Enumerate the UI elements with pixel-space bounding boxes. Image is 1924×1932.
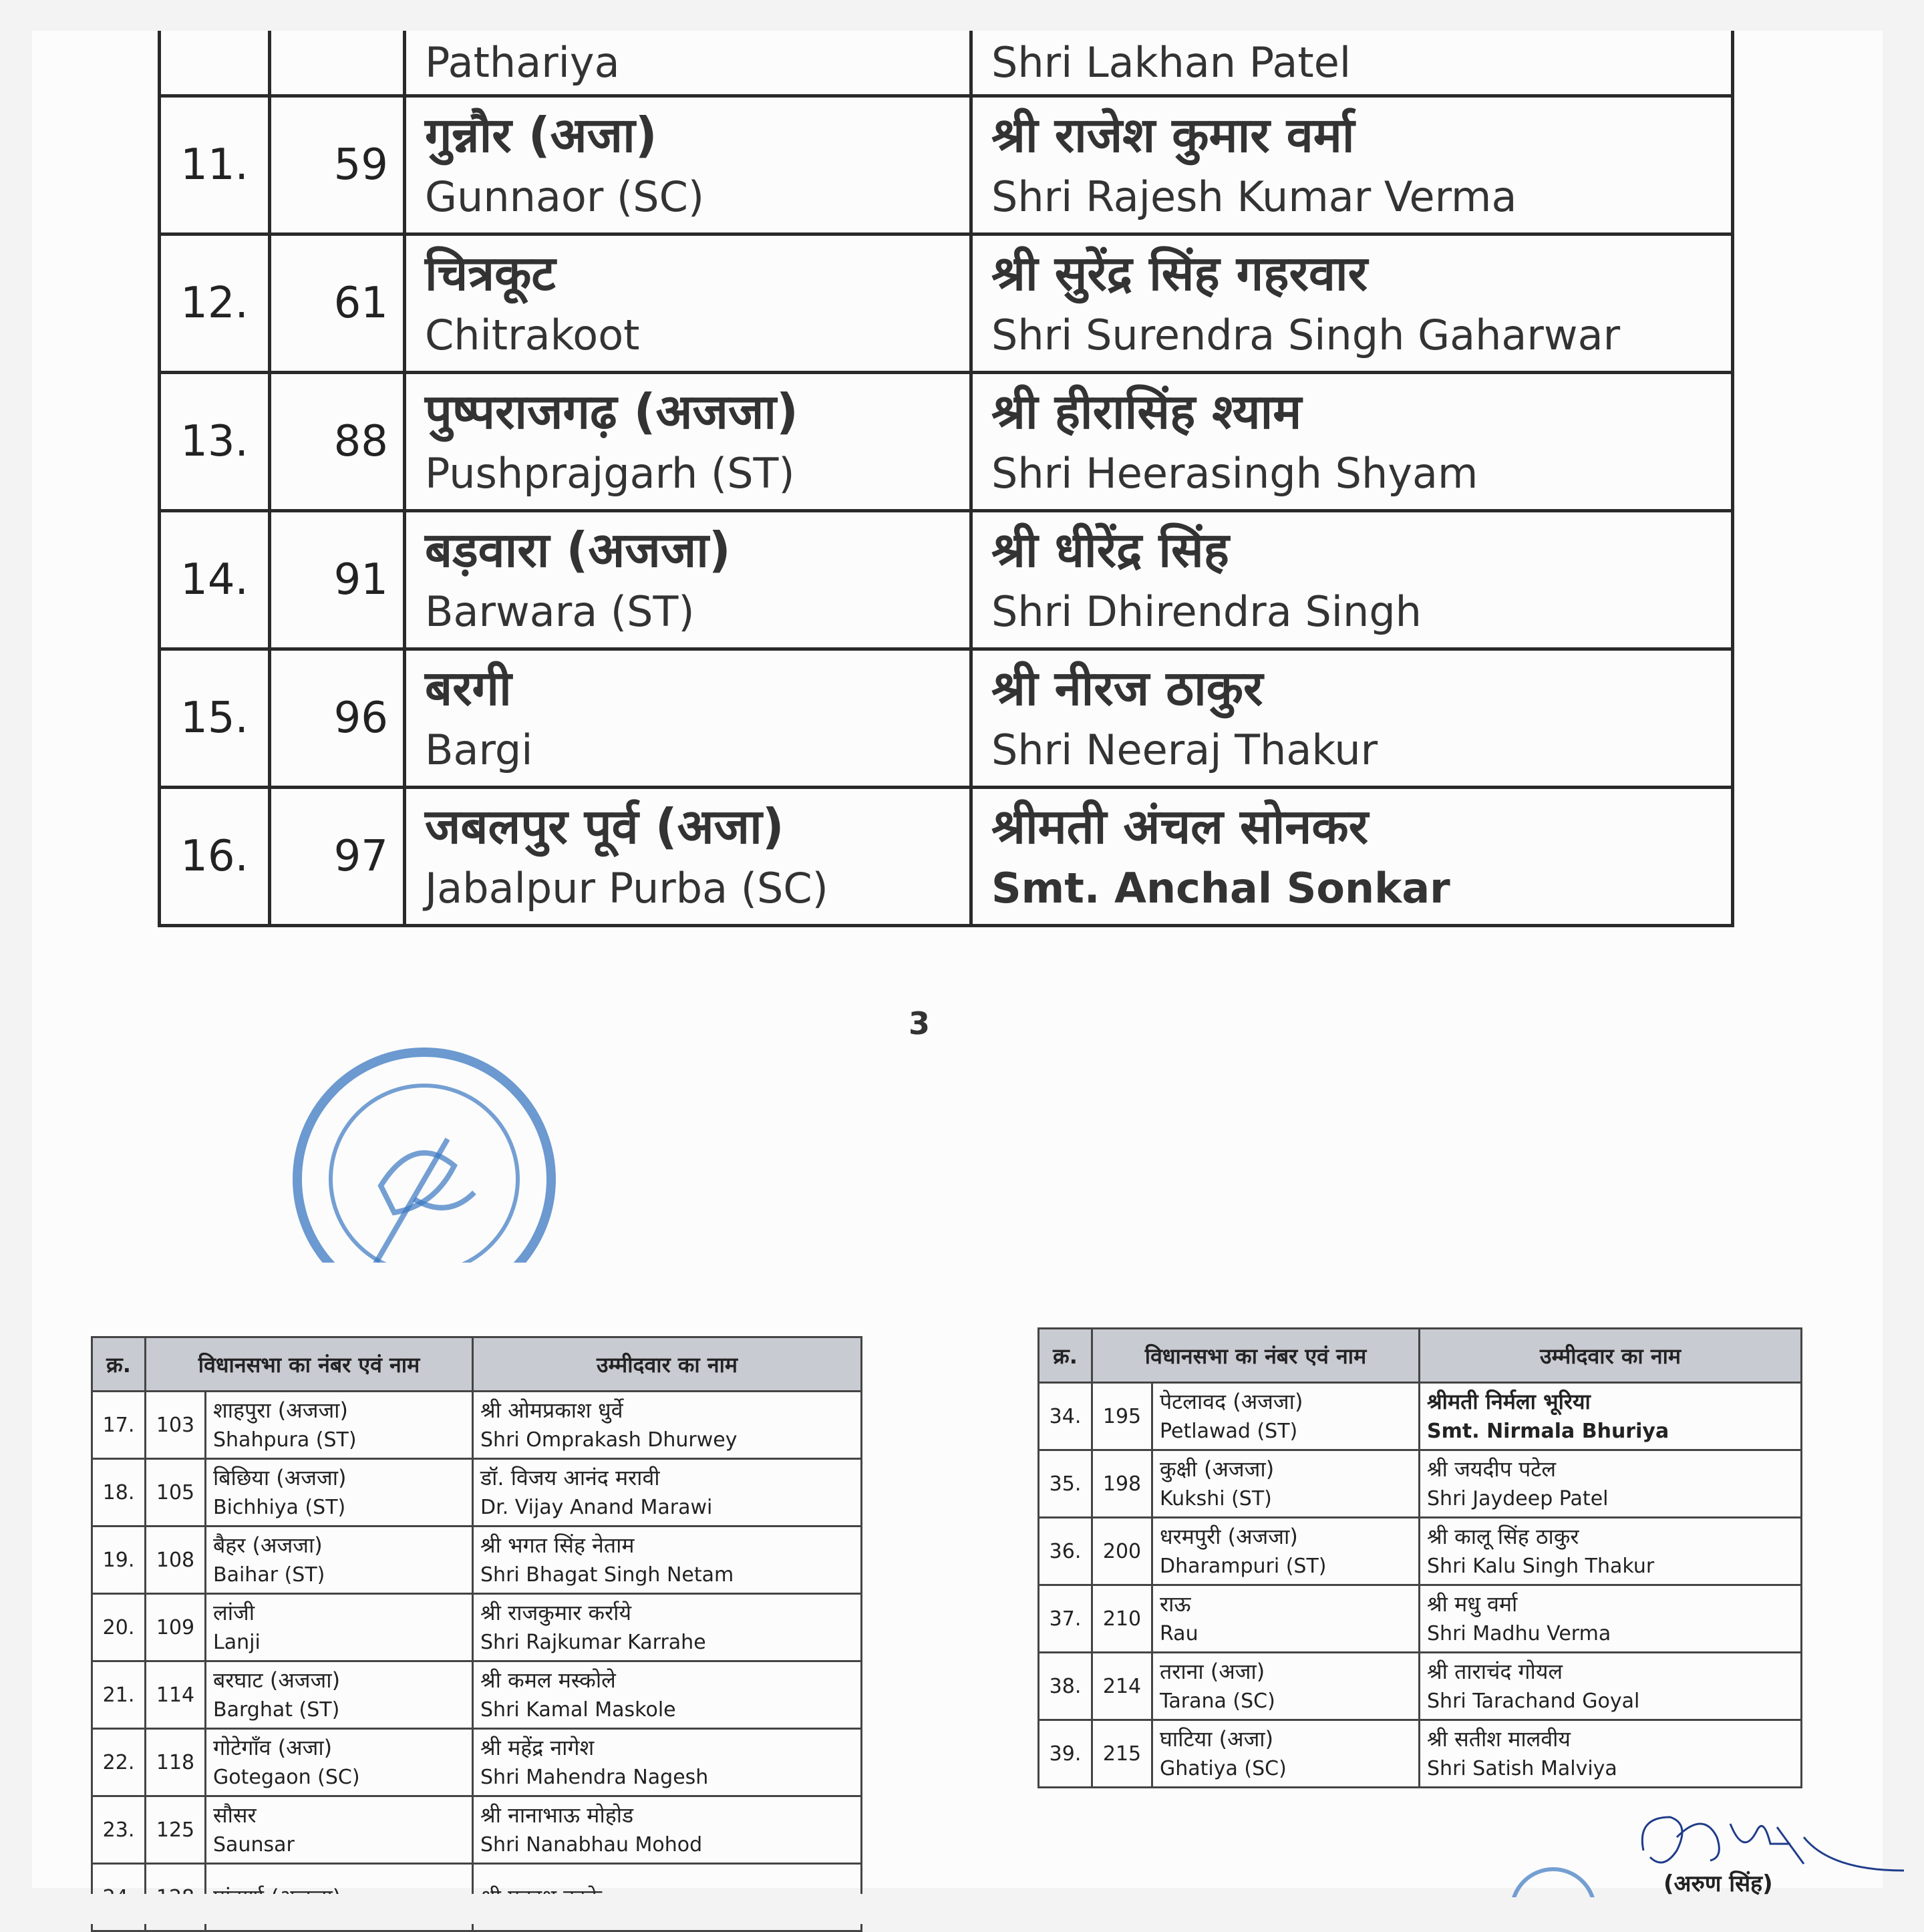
constituency-name-cell bbox=[405, 788, 971, 926]
candidate-name-cell bbox=[1420, 1518, 1802, 1585]
constituency-name-english: Lanji bbox=[213, 1631, 261, 1654]
candidate-name-cell bbox=[473, 1661, 862, 1729]
candidate-name-english: Shri Rajesh Kumar Verma bbox=[991, 172, 1517, 221]
candidate-name-cell bbox=[971, 788, 1733, 926]
constituency-name-english: Dharampuri (ST) bbox=[1160, 1555, 1327, 1578]
serial-number-cell: 18. bbox=[92, 1459, 146, 1526]
table-row bbox=[92, 1526, 862, 1594]
candidate-name-hindi: श्री महेंद्र नागेश bbox=[480, 1735, 595, 1760]
candidate-name-english: Shri Tarachand Goyal bbox=[1427, 1689, 1640, 1713]
candidate-name-english: Shri Rajkumar Karrahe bbox=[480, 1631, 706, 1654]
candidate-name-hindi: श्री राजेश कुमार वर्मा bbox=[991, 107, 1355, 163]
constituency-name-hindi: तराना (अजा) bbox=[1160, 1659, 1265, 1684]
constituency-number-cell: 118 bbox=[146, 1729, 206, 1796]
candidate-name-english: Shri Madhu Verma bbox=[1427, 1622, 1611, 1645]
constituency-number-cell: 108 bbox=[146, 1526, 206, 1594]
candidate-name-hindi: श्री ओमप्रकाश धुर्वे bbox=[480, 1398, 623, 1423]
table-row bbox=[1039, 1585, 1802, 1653]
party-seal-small bbox=[1506, 1864, 1600, 1897]
constituency-name-hindi: बड़वारा (अजजा) bbox=[425, 522, 731, 578]
serial-number-cell: 16. bbox=[160, 788, 270, 926]
constituency-name-hindi: चित्रकूट bbox=[425, 245, 556, 301]
constituency-name-cell bbox=[1152, 1518, 1420, 1585]
table-row bbox=[92, 1729, 862, 1796]
serial-number-cell: 19. bbox=[92, 1526, 146, 1594]
constituency-name-cell bbox=[1152, 1720, 1420, 1788]
seal-icon bbox=[1506, 1864, 1600, 1897]
table-row bbox=[92, 1796, 862, 1864]
constituency-number-cell: 198 bbox=[1092, 1450, 1152, 1518]
table-row bbox=[160, 96, 1733, 234]
constituency-name-english: Barwara (ST) bbox=[425, 587, 695, 636]
candidate-name-cell bbox=[971, 234, 1733, 373]
serial-number-cell: 23. bbox=[92, 1796, 146, 1864]
constituency-name-english: Bargi bbox=[425, 726, 533, 774]
serial-number-cell: 11. bbox=[160, 96, 270, 234]
party-seal bbox=[281, 1045, 568, 1263]
table-row bbox=[92, 1459, 862, 1526]
constituency-name-hindi: बरगी bbox=[425, 660, 512, 716]
constituency-name-cell bbox=[206, 1796, 473, 1864]
candidate-name-english: Shri Neeraj Thakur bbox=[991, 726, 1378, 774]
constituency-name-cell bbox=[1152, 1585, 1420, 1653]
constituency-name-english: Baihar (ST) bbox=[213, 1563, 325, 1587]
candidate-name-english: Shri Dhirendra Singh bbox=[991, 587, 1422, 636]
candidate-name-hindi: श्री धीरेंद्र सिंह bbox=[991, 522, 1229, 578]
constituency-name-hindi: गुन्नौर (अजा) bbox=[425, 107, 657, 163]
candidate-name-english: Shri Bhagat Singh Netam bbox=[480, 1563, 734, 1587]
constituency-name-hindi: कुक्षी (अजजा) bbox=[1160, 1456, 1275, 1482]
constituency-name-english: Rau bbox=[1160, 1622, 1198, 1645]
candidate-name-english: Shri Nanabhau Mohod bbox=[480, 1833, 703, 1857]
constituency-number-cell: 210 bbox=[1092, 1585, 1152, 1653]
signatory-name: (अरुण सिंह) bbox=[1663, 1871, 1773, 1897]
candidate-name-english: Dr. Vijay Anand Marawi bbox=[480, 1496, 713, 1519]
serial-number-cell: 37. bbox=[1039, 1585, 1092, 1653]
candidate-table-main bbox=[158, 31, 1734, 927]
constituency-number-cell: 61 bbox=[270, 234, 405, 373]
constituency-number-cell: 96 bbox=[270, 649, 405, 788]
constituency-name-english: Kukshi (ST) bbox=[1160, 1487, 1272, 1510]
candidate-name-hindi: श्री कमल मस्कोले bbox=[480, 1667, 616, 1693]
constituency-name-cell bbox=[405, 96, 971, 234]
table-row bbox=[160, 788, 1733, 926]
table-row bbox=[160, 649, 1733, 788]
candidate-name-english: Shri Surendra Singh Gaharwar bbox=[991, 311, 1621, 359]
constituency-name-english: Bichhiya (ST) bbox=[213, 1496, 346, 1519]
serial-number-cell: 15. bbox=[160, 649, 270, 788]
constituency-name-cell bbox=[206, 1729, 473, 1796]
table-row bbox=[92, 1392, 862, 1459]
seal-icon bbox=[281, 1045, 568, 1263]
table-row bbox=[1039, 1383, 1802, 1450]
serial-number-cell: 36. bbox=[1039, 1518, 1092, 1585]
candidate-name-hindi: श्री सतीश मालवीय bbox=[1427, 1726, 1571, 1752]
candidate-name-hindi: डॉ. विजय आनंद मरावी bbox=[480, 1465, 660, 1490]
candidate-name-hindi: श्री जयदीप पटेल bbox=[1427, 1456, 1557, 1482]
header-constituency: विधानसभा का नंबर एवं नाम bbox=[1092, 1329, 1420, 1383]
constituency-number-cell: 59 bbox=[270, 96, 405, 234]
candidate-name-cell bbox=[473, 1526, 862, 1594]
candidate-name-hindi: श्री सुरेंद्र सिंह गहरवार bbox=[991, 245, 1368, 301]
constituency-name-hindi: पेटलावद (अजजा) bbox=[1160, 1389, 1303, 1414]
candidate-name-cell bbox=[1420, 1383, 1802, 1450]
candidate-name-hindi: श्री नानाभाऊ मोहोड bbox=[480, 1802, 634, 1828]
candidate-name-cell bbox=[971, 511, 1733, 649]
constituency-name-english: Petlawad (ST) bbox=[1160, 1420, 1298, 1443]
serial-number-cell: 35. bbox=[1039, 1450, 1092, 1518]
candidate-name-english: Shri Omprakash Dhurwey bbox=[480, 1428, 738, 1452]
constituency-number-cell: 125 bbox=[146, 1796, 206, 1864]
constituency-name-cell bbox=[206, 1459, 473, 1526]
table-row bbox=[1039, 1518, 1802, 1585]
constituency-number-cell: 88 bbox=[270, 373, 405, 511]
page-bottom-margin bbox=[0, 1894, 1924, 1924]
page-number: 3 bbox=[909, 1005, 931, 1041]
candidate-name-cell bbox=[473, 1796, 862, 1864]
table-row bbox=[92, 1661, 862, 1729]
candidate-name-cell bbox=[1420, 1653, 1802, 1720]
serial-number-cell: 14. bbox=[160, 511, 270, 649]
candidate-name-hindi: श्री राजकुमार कर्राये bbox=[480, 1600, 632, 1625]
serial-number-cell: 20. bbox=[92, 1594, 146, 1661]
serial-number-cell: 17. bbox=[92, 1392, 146, 1459]
constituency-name-cell bbox=[1152, 1383, 1420, 1450]
candidate-name-hindi: श्री मधु वर्मा bbox=[1427, 1591, 1518, 1617]
candidate-name-english: Smt. Anchal Sonkar bbox=[991, 864, 1450, 913]
constituency-number-cell: 215 bbox=[1092, 1720, 1152, 1788]
serial-number-cell: 21. bbox=[92, 1661, 146, 1729]
constituency-name-cell bbox=[1152, 1653, 1420, 1720]
constituency-name-hindi: गोटेगाँव (अजा) bbox=[213, 1735, 333, 1760]
constituency-name-english: Tarana (SC) bbox=[1160, 1689, 1275, 1713]
constituency-name-english: Saunsar bbox=[213, 1833, 295, 1857]
candidate-name-english: Shri Heerasingh Shyam bbox=[991, 449, 1478, 498]
constituency-name-cell bbox=[206, 1661, 473, 1729]
table-row bbox=[92, 1594, 862, 1661]
candidate-table-left bbox=[91, 1336, 862, 1932]
candidate-name-english: Shri Kalu Singh Thakur bbox=[1427, 1555, 1655, 1578]
header-candidate: उम्मीदवार का नाम bbox=[473, 1337, 862, 1392]
table-row bbox=[160, 373, 1733, 511]
candidate-name-cell bbox=[473, 1392, 862, 1459]
constituency-name-cell bbox=[405, 511, 971, 649]
constituency-name-hindi: बरघाट (अजजा) bbox=[213, 1667, 341, 1693]
constituency-name-english: Barghat (ST) bbox=[213, 1698, 340, 1722]
candidate-name-cell bbox=[971, 649, 1733, 788]
constituency-number-cell: 91 bbox=[270, 511, 405, 649]
table-row bbox=[160, 511, 1733, 649]
candidate-name-english: Shri Jaydeep Patel bbox=[1427, 1487, 1609, 1510]
constituency-number-cell: 105 bbox=[146, 1459, 206, 1526]
candidate-name-cell bbox=[473, 1729, 862, 1796]
constituency-name-hindi: लांजी bbox=[213, 1600, 255, 1625]
candidate-name-english: Shri Kamal Maskole bbox=[480, 1698, 676, 1722]
constituency-name-hindi: घाटिया (अजा) bbox=[1160, 1726, 1274, 1752]
candidate-name-hindi: श्री ताराचंद गोयल bbox=[1427, 1659, 1563, 1684]
constituency-name-hindi: पुष्पराजगढ़ (अजजा) bbox=[425, 383, 798, 440]
header-sn: क्र. bbox=[1039, 1329, 1092, 1383]
constituency-name-english: Shahpura (ST) bbox=[213, 1428, 357, 1452]
constituency-number-cell: 97 bbox=[270, 788, 405, 926]
constituency-number-cell: 200 bbox=[1092, 1518, 1152, 1585]
candidate-name-cell bbox=[971, 96, 1733, 234]
constituency-name-hindi: सौसर bbox=[213, 1802, 257, 1828]
constituency-name-english: Gunnaor (SC) bbox=[425, 172, 705, 221]
constituency-name-hindi: जबलपुर पूर्व (अजा) bbox=[425, 798, 784, 854]
constituency-name-cell bbox=[405, 373, 971, 511]
constituency-name-hindi: बैहर (अजजा) bbox=[213, 1533, 323, 1558]
candidate-name-hindi: श्री हीरासिंह श्याम bbox=[991, 383, 1302, 440]
candidate-name-english: Shri Satish Malviya bbox=[1427, 1757, 1617, 1780]
constituency-number-cell: 103 bbox=[146, 1392, 206, 1459]
constituency-number-cell bbox=[270, 31, 405, 96]
table-row bbox=[1039, 1653, 1802, 1720]
candidate-name-cell bbox=[1420, 1720, 1802, 1788]
constituency-name-english: Gotegaon (SC) bbox=[213, 1766, 360, 1789]
candidate-name-cell bbox=[473, 1594, 862, 1661]
constituency-name-cell bbox=[206, 1594, 473, 1661]
constituency-name-cell bbox=[405, 649, 971, 788]
candidate-name-cell bbox=[971, 373, 1733, 511]
header-constituency: विधानसभा का नंबर एवं नाम bbox=[146, 1337, 473, 1392]
serial-number-cell: 12. bbox=[160, 234, 270, 373]
candidate-name-english: Shri Lakhan Patel bbox=[991, 37, 1351, 87]
candidate-name-hindi: श्री कालू सिंह ठाकुर bbox=[1427, 1524, 1579, 1549]
table-row bbox=[160, 234, 1733, 373]
candidate-name-cell bbox=[971, 31, 1733, 96]
candidate-name-cell bbox=[1420, 1450, 1802, 1518]
serial-number-cell: 22. bbox=[92, 1729, 146, 1796]
constituency-name-english: Pushprajgarh (ST) bbox=[425, 449, 795, 498]
serial-number-cell: 13. bbox=[160, 373, 270, 511]
candidate-name-hindi: श्रीमती अंचल सोनकर bbox=[991, 798, 1369, 854]
candidate-name-english: Smt. Nirmala Bhuriya bbox=[1427, 1420, 1669, 1443]
constituency-name-cell bbox=[1152, 1450, 1420, 1518]
constituency-name-cell bbox=[206, 1392, 473, 1459]
constituency-name-hindi: राऊ bbox=[1160, 1591, 1191, 1617]
header-sn: क्र. bbox=[92, 1337, 146, 1392]
constituency-name-hindi: शाहपुरा (अजजा) bbox=[213, 1398, 348, 1423]
candidate-name-english: Shri Mahendra Nagesh bbox=[480, 1766, 709, 1789]
candidate-name-hindi: श्रीमती निर्मला भूरिया bbox=[1427, 1389, 1591, 1414]
constituency-name-cell bbox=[405, 31, 971, 96]
constituency-number-cell: 114 bbox=[146, 1661, 206, 1729]
constituency-name-english: Chitrakoot bbox=[425, 311, 640, 359]
table-row bbox=[160, 31, 1733, 96]
table-row bbox=[1039, 1450, 1802, 1518]
candidate-name-hindi: श्री नीरज ठाकुर bbox=[991, 660, 1263, 716]
constituency-name-english: Pathariya bbox=[425, 37, 620, 87]
serial-number-cell: 34. bbox=[1039, 1383, 1092, 1450]
constituency-number-cell: 195 bbox=[1092, 1383, 1152, 1450]
candidate-name-cell bbox=[1420, 1585, 1802, 1653]
serial-number-cell bbox=[160, 31, 270, 96]
candidate-table-right bbox=[1037, 1327, 1802, 1788]
serial-number-cell: 39. bbox=[1039, 1720, 1092, 1788]
constituency-number-cell: 214 bbox=[1092, 1653, 1152, 1720]
constituency-name-english: Ghatiya (SC) bbox=[1160, 1757, 1287, 1780]
constituency-name-hindi: धरमपुरी (अजजा) bbox=[1160, 1524, 1298, 1549]
constituency-name-hindi: बिछिया (अजजा) bbox=[213, 1465, 347, 1490]
constituency-name-english: Jabalpur Purba (SC) bbox=[425, 864, 828, 913]
constituency-name-cell bbox=[405, 234, 971, 373]
candidate-name-cell bbox=[473, 1459, 862, 1526]
constituency-number-cell: 109 bbox=[146, 1594, 206, 1661]
header-candidate: उम्मीदवार का नाम bbox=[1420, 1329, 1802, 1383]
constituency-name-cell bbox=[206, 1526, 473, 1594]
candidate-name-hindi: श्री भगत सिंह नेताम bbox=[480, 1533, 635, 1558]
serial-number-cell: 38. bbox=[1039, 1653, 1092, 1720]
table-row bbox=[1039, 1720, 1802, 1788]
